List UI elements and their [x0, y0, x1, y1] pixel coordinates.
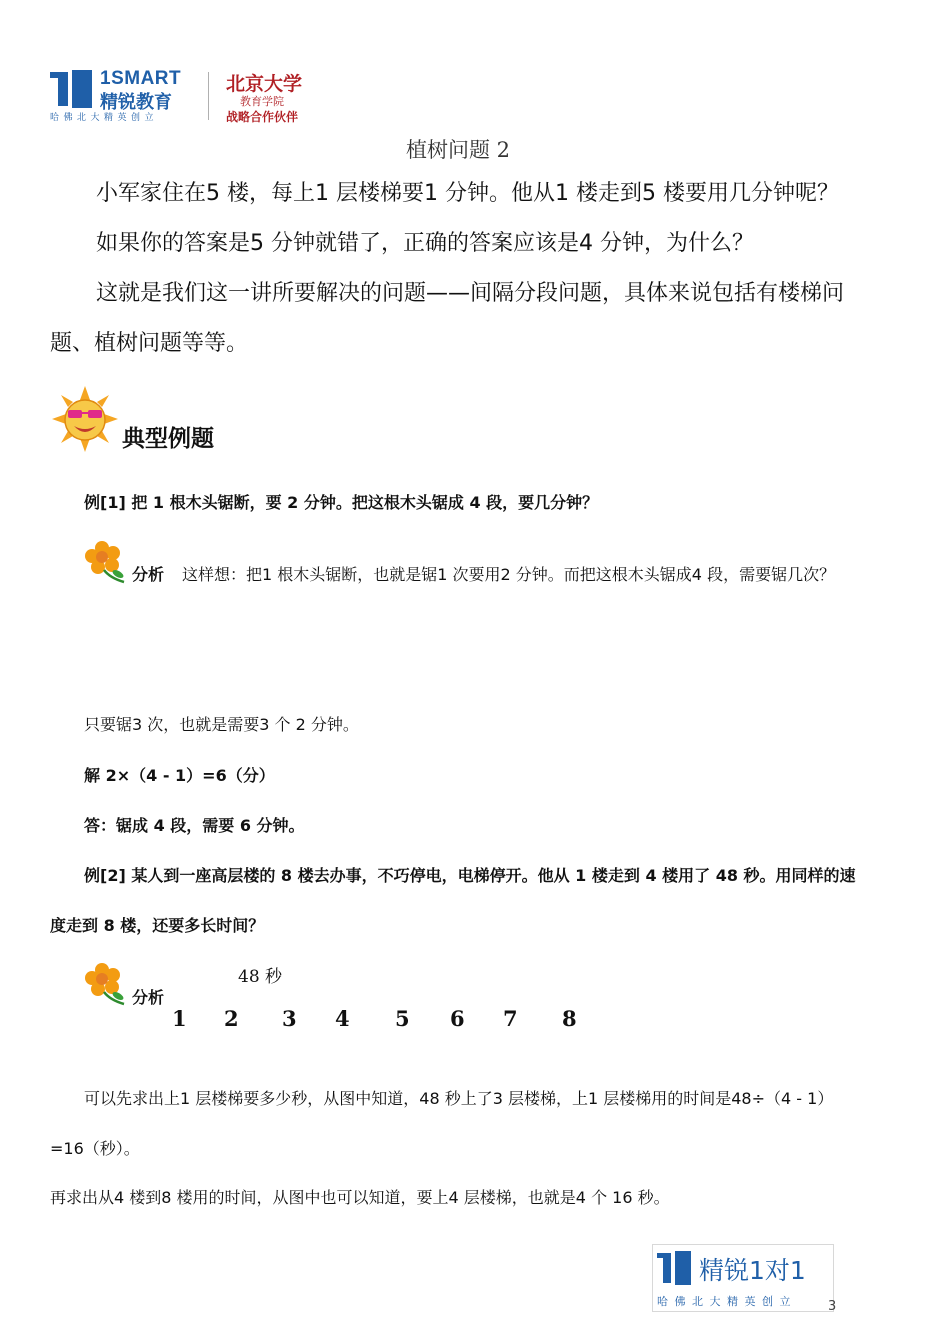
logo-en: 1SMART: [100, 68, 182, 89]
partner-name: 北京大学: [226, 73, 303, 95]
intro-paragraph-3-line-2: 题、植树问题等等。: [50, 331, 249, 356]
example2-question-line-2: 度走到 8 楼，还要多长时间？: [50, 916, 265, 935]
example1-analysis-label: 分析: [132, 565, 165, 584]
floor-number: 3: [282, 1006, 297, 1031]
floor-number: 8: [562, 1006, 577, 1031]
floor-number: 7: [503, 1006, 518, 1031]
example1-solution: 解 2×（4 - 1）=6（分）: [84, 766, 275, 785]
header-logo: [48, 66, 316, 126]
section-title: 典型例题: [122, 426, 214, 452]
logo-divider: [208, 72, 209, 120]
intro-paragraph-1: 小军家住在5 楼，每上1 层楼梯要1 分钟。他从1 楼走到5 楼要用几分钟呢？: [96, 181, 839, 206]
footer-logo-text: 精锐1对1: [699, 1256, 806, 1285]
flower-icon: [84, 962, 128, 1006]
intro-paragraph-3-line-1: 这就是我们这一讲所要解决的问题——间隔分段问题，具体来说包括有楼梯问: [96, 281, 845, 306]
sun-mascot-icon: [52, 386, 118, 452]
example2-analysis-label: 分析: [132, 988, 165, 1007]
example1-answer: 答：锯成 4 段，需要 6 分钟。: [84, 816, 305, 835]
smart-logo-icon: [50, 70, 94, 108]
example2-question-line-1: 例[2] 某人到一座高层楼的 8 楼去办事，不巧停电，电梯停开。他从 1 楼走到 4 楼用了 48 秒。用同样的速: [84, 866, 856, 885]
footer-logo: [652, 1244, 837, 1314]
page-number: 3: [828, 1299, 837, 1314]
example2-text-line-2: =16（秒）。: [50, 1139, 140, 1158]
flower-icon: [84, 540, 128, 584]
floor-number: 2: [224, 1006, 239, 1031]
footer-logo-sub: 哈佛北大精英创立: [657, 1295, 797, 1308]
example1-note: 只要锯3 次，也就是需要3 个 2 分钟。: [84, 715, 359, 734]
intro-paragraph-2: 如果你的答案是5 分钟就错了，正确的答案应该是4 分钟，为什么？: [96, 231, 754, 256]
example1-question: 例[1] 把 1 根木头锯断，要 2 分钟。把这根木头锯成 4 段，要几分钟？: [84, 493, 599, 512]
page-title: 植树问题 2: [406, 138, 511, 162]
smart-logo-icon: [657, 1251, 693, 1285]
floor-number: 5: [395, 1006, 410, 1031]
example2-text-line-3: 再求出从4 楼到8 楼用的时间，从图中也可以知道，要上4 层楼梯，也就是4 个 16 秒。: [50, 1188, 670, 1207]
example1-analysis-text: 这样想：把1 根木头锯断，也就是锯1 次要用2 分钟。而把这根木头锯成4 段，需要锯几次？: [182, 565, 836, 584]
floor-number: 6: [450, 1006, 465, 1031]
floor-number: 4: [335, 1006, 350, 1031]
partner-dept: 教育学院: [240, 95, 284, 108]
diagram-time-label: 48 秒: [238, 967, 283, 987]
partner-tag: 战略合作伙伴: [226, 110, 299, 124]
floor-number: 1: [172, 1006, 187, 1031]
logo-sub: 哈佛北大精英创立: [50, 113, 159, 123]
logo-cn: 精锐教育: [100, 92, 172, 113]
example2-text-line-1: 可以先求出上1 层楼梯要多少秒，从图中知道，48 秒上了3 层楼梯，上1 层楼梯用的时间是48÷（4 - 1）: [84, 1089, 834, 1108]
